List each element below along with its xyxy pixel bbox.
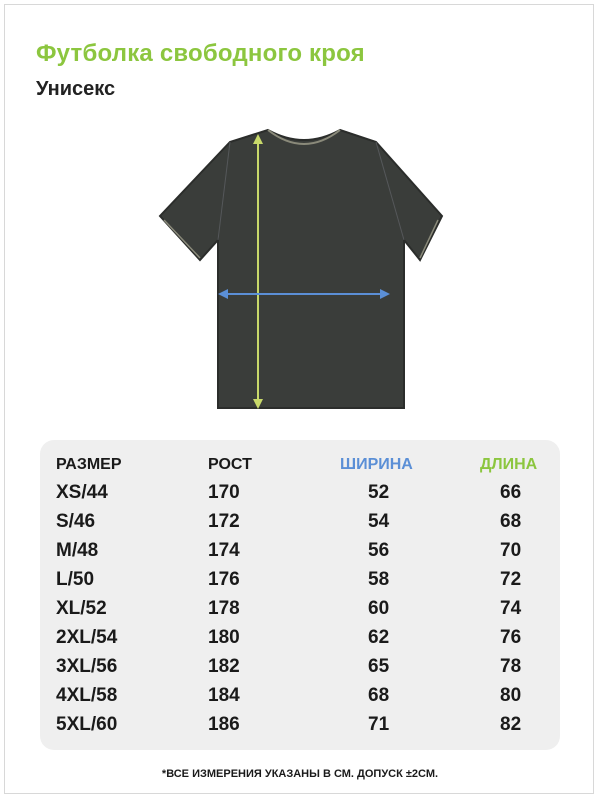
page-subtitle: Унисекс (36, 78, 116, 100)
table-row (40, 482, 560, 510)
tshirt-body (160, 130, 442, 408)
cell-length: 80 (500, 685, 522, 706)
header-height: РОСТ (208, 456, 252, 473)
cell-length: 82 (500, 714, 522, 735)
cell-height: 174 (208, 540, 240, 561)
cell-width: 56 (368, 540, 390, 561)
table-row (40, 714, 560, 742)
cell-width: 58 (368, 569, 390, 590)
cell-length: 70 (500, 540, 522, 561)
cell-size: XL/52 (56, 598, 107, 619)
cell-length: 66 (500, 482, 522, 503)
tshirt-icon (150, 120, 460, 420)
table-row (40, 540, 560, 568)
cell-height: 178 (208, 598, 240, 619)
cell-size: XS/44 (56, 482, 108, 503)
cell-height: 182 (208, 656, 240, 677)
cell-height: 170 (208, 482, 240, 503)
cell-height: 184 (208, 685, 240, 706)
footnote: *ВСЕ ИЗМЕРЕНИЯ УКАЗАНЫ В СМ. ДОПУСК ±2СМ. (161, 768, 439, 780)
table-row (40, 627, 560, 655)
cell-size: 2XL/54 (56, 627, 118, 648)
cell-width: 62 (368, 627, 390, 648)
cell-size: 3XL/56 (56, 656, 118, 677)
table-row (40, 685, 560, 713)
cell-size: M/48 (56, 540, 99, 561)
cell-length: 74 (500, 598, 522, 619)
cell-length: 78 (500, 656, 522, 677)
table-row (40, 511, 560, 539)
table-row (40, 598, 560, 626)
cell-size: S/46 (56, 511, 96, 532)
table-row (40, 569, 560, 597)
cell-width: 68 (368, 685, 390, 706)
cell-height: 172 (208, 511, 240, 532)
header-width: ШИРИНА (340, 456, 413, 473)
cell-height: 180 (208, 627, 240, 648)
size-table-header (40, 456, 560, 484)
cell-size: 5XL/60 (56, 714, 118, 735)
page-title: Футболка свободного кроя (36, 40, 365, 67)
cell-width: 71 (368, 714, 390, 735)
header-length: ДЛИНА (480, 456, 538, 473)
cell-length: 76 (500, 627, 522, 648)
cell-size: L/50 (56, 569, 95, 590)
cell-height: 176 (208, 569, 240, 590)
cell-width: 60 (368, 598, 390, 619)
cell-width: 65 (368, 656, 390, 677)
size-table (40, 440, 560, 750)
cell-size: 4XL/58 (56, 685, 118, 706)
cell-height: 186 (208, 714, 240, 735)
table-row (40, 656, 560, 684)
cell-width: 52 (368, 482, 390, 503)
cell-length: 68 (500, 511, 522, 532)
cell-length: 72 (500, 569, 522, 590)
header-size: РАЗМЕР (56, 456, 122, 473)
cell-width: 54 (368, 511, 390, 532)
